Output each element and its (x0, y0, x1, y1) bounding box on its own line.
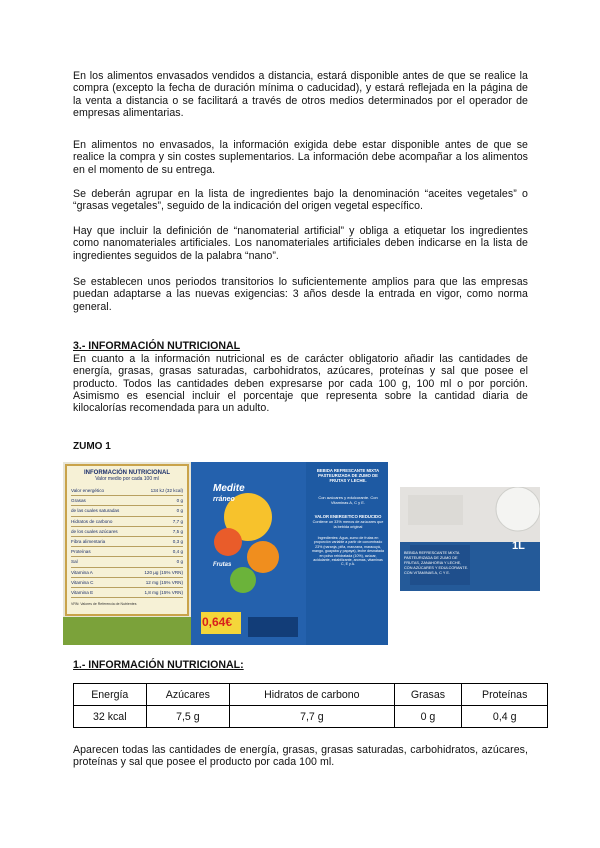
nutrition-label-row (71, 557, 183, 567)
nutrition-label-row-value: 134 kJ (32 kcal) (150, 488, 183, 493)
nutrition-label-row-value: 7,7 g (172, 518, 183, 524)
table-cell: 0 g (394, 706, 462, 728)
nutrition-label-row-name: Sal (71, 559, 78, 565)
carton-text-line: CON VITAMINAS A, C Y E. (404, 571, 450, 575)
nutrition-label-row (71, 527, 183, 537)
nutrition-label-row-value: 0,4 g (172, 549, 183, 555)
carton-text-line: CON AZÚCARES Y EDULCORANTE. (404, 566, 469, 570)
nutrition-label-title: INFORMACIÓN NUTRICIONAL (84, 470, 170, 476)
nutrition-label-row-name: Valor energético (71, 488, 105, 493)
table-cell: 32 kcal (74, 706, 147, 728)
table-header-cell: Proteínas (462, 684, 548, 706)
price-tag: 0,64€ (202, 615, 233, 629)
carton-text-line: BEBIDA REFRESCANTE MIXTA (404, 551, 460, 555)
product-label: ZUMO 1 (73, 441, 111, 452)
nutrition-label-row-name: Hidratos de carbono (71, 518, 113, 524)
nutrition-label-row-value: 120 µg (15% VRN) (144, 569, 183, 575)
nutrition-label-row (71, 506, 183, 516)
carton-side-subtitle: Con azúcares y edulcorante. Con Vitaminas A, C y E. (318, 495, 378, 505)
section-3-heading: 3.- INFORMACIÓN NUTRICIONAL (73, 340, 241, 352)
table-header-cell: Grasas (394, 684, 462, 706)
brand-logo-line2: rráneo (213, 496, 235, 503)
nutrition-label-row-name: de las cuales saturadas (71, 508, 120, 514)
carton-side-value-title: VALOR ENERGETICO REDUCIDO (314, 514, 382, 519)
paragraph-vegetable-oils: Se deberán agrupar en la lista de ingredientes bajo la denominación “aceites vegetales” o “grasas vegetales”, seguido de la indicación del origen vegetal específico. (73, 188, 528, 213)
table-cell: 0,4 g (462, 706, 548, 728)
table-cell: 7,7 g (230, 706, 394, 728)
carton-side-value-text: Contiene un 33% menos de azúcares que la bebida original (312, 520, 384, 529)
nutrition-label-row-name: Vitamina A (71, 569, 93, 575)
nutrition-label-row-name: Grasas (71, 498, 86, 504)
table-header-cell: Azúcares (146, 684, 230, 706)
carton-text-line: FRUTAS, ZANAHORIA Y LECHE, (404, 561, 462, 565)
nutrition-label-row-value: 12 mg (15% VRN) (145, 579, 183, 585)
nutrition-label-row-value: 7,5 g (172, 528, 183, 534)
nutrition-label-row (71, 578, 183, 588)
nutrition-label-row-name: Fibra alimentaria (71, 538, 106, 544)
paragraph-unpackaged-foods: En alimentos no envasados, la información exigida debe estar disponible antes de que se realice la compra y sin costes suplementarios. La información debe acompañar a los alimentos en el momento de su entrega. (73, 139, 528, 176)
juice-carton-photo (63, 462, 388, 645)
carton-text-lines (404, 551, 474, 576)
nutrition-label-row-name: Vitamina C (71, 579, 94, 585)
nutrition-label-row (71, 547, 183, 557)
nutrition-label-row-name: Vitamina E (71, 589, 94, 595)
nutrition-label-row (71, 517, 183, 527)
nutrition-label-row-name: Proteínas (71, 549, 91, 555)
section-1-text: Aparecen todas las cantidades de energía, grasas, grasas saturadas, carbohidratos, azúcares, proteínas y sal que posee el producto por cada 100 ml. (73, 744, 528, 769)
paragraph-transition-periods: Se establecen unos periodos transitorios lo suficientemente amplios para que las empresas puedan adaptarse a las nuevas exigencias: 3 años desde la entrada en vigor, como norma general. (73, 276, 528, 313)
paragraph-nanomaterials: Hay que incluir la definición de “nanomaterial artificial” y obliga a etiquetar los ingredientes como nanomateriales artificiales. Los nanomateriales artificiales deben indicarse en la lista de ingredientes seguidos de la palabra “nano”. (73, 225, 528, 262)
nutrition-label-row (71, 568, 183, 578)
volume-mark: 1L (512, 540, 525, 552)
brand-logo-line1: Medite (213, 483, 245, 494)
paragraph-distance-sales: En los alimentos envasados vendidos a distancia, estará disponible antes de que se realice la compra (excepto la fecha de duración mínima o caducidad), y estará reflejada en la página de la venta a distancia o se facilitará a través de otros medios determinados por el operador de empresas alimentarias. (73, 70, 528, 119)
table-header-cell: Hidratos de carbono (230, 684, 394, 706)
table-header-row (74, 684, 548, 706)
carton-top-photo (400, 487, 540, 591)
nutrition-label-footer: VRN: Valores de Referencia de Nutrientes (71, 602, 137, 606)
nutrition-label-subtitle: Valor medio por cada 100 ml (95, 476, 159, 482)
nutrition-label-row (71, 496, 183, 506)
brand-logo (213, 484, 245, 505)
nutrition-label-row-value: 0 g (176, 498, 183, 504)
nutrition-label-row (71, 588, 183, 598)
nutrition-label-row-value: 0,3 g (172, 538, 183, 544)
table-cell: 7,5 g (146, 706, 230, 728)
section-1-heading: 1.- INFORMACIÓN NUTRICIONAL: (73, 659, 244, 671)
carton-side-ingredients: Ingredientes: Agua, zumo de frutas en proporción variable a partir de concentrado 23% (naranja, piña, manzana, maracuyá, mango, guayaba y papaya), leche desnatada en polvo rehidratada (10%), azúcar, acidulante, estabilizante, aromas, vitaminas C, E y A. (312, 536, 384, 567)
nutrition-label-row-value: 0 g (176, 508, 183, 514)
nutrition-label-row-value: 0 g (176, 559, 183, 565)
carton-side-title: BEBIDA REFRESCANTE MIXTA PASTEURIZADA DE ZUMO DE FRUTAS Y LECHE. (316, 468, 380, 483)
nutrition-label-row-name: de los cuales azúcares (71, 528, 118, 534)
brand-tag: Frutas (213, 562, 232, 568)
carton-text-line: PASTEURIZADA DE ZUMO DE (404, 556, 458, 560)
nutrition-label-row (71, 486, 183, 496)
table-row (74, 706, 548, 728)
table-header-cell: Energía (74, 684, 147, 706)
nutrition-label-row-value: 1,8 mg (15% VRN) (144, 589, 183, 595)
nutrition-label-rows (71, 486, 183, 598)
section-3-text: En cuanto a la información nutricional es de carácter obligatorio añadir las cantidades de energía, grasas, grasas saturadas, carbohidratos, azúcares, proteínas y sal que posee el producto. Todos las cantidades deben expresarse por cada 100 g, 100 ml o por porción. Asimismo es esencial incluir el porcentaje que representa sobre la cantidad diaria de kilocalorías recomendada para un adulto. (73, 353, 528, 415)
nutrition-table (73, 683, 548, 728)
nutrition-label-row (71, 537, 183, 547)
